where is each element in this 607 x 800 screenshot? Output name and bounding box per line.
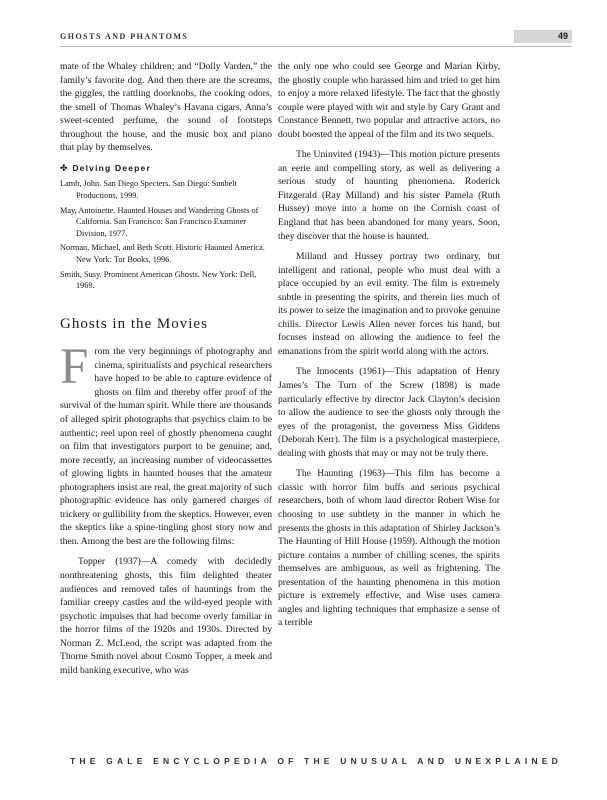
paragraph: From the very beginnings of photography and cinema, spiritualists and psychical researchers have hoped to be able to capture evidence of ghosts on film and thereby offer proof of the survival of the human spirit. While there are thousands of alleged spirit photographs that psychics claim to be authentic; reel upon reel of ghostly phenomena caught on film that investigators purport to be genuine; and, more recently, an increasing number of videocassettes of glowing lights in haunted houses that the amateur photographers insist are real, the great majority of such photographic evidence has only garnered charges of trickery or gullibility from the skeptics. However, even the skeptics like a spine-tingling ghost story now and then. Among the best are the following films:	[60, 339, 272, 547]
paragraph: The Innocents (1961)—This adaptation of Henry James’s The Turn of the Screw (1898) is made particularly effective by director Jack Clayton’s decision to allow the audience to see the ghosts only through the eyes of the protagonist, the governess Miss Giddens (Deborah Kerr). The film is a psychological masterpiece, dealing with ghosts that may or may not be truly there.	[278, 366, 500, 459]
delving-deeper-heading: ✤ Delving Deeper	[60, 162, 151, 173]
drop-cap: F	[60, 339, 89, 396]
page-number-box	[514, 30, 572, 43]
running-head: GHOSTS AND PHANTOMS	[60, 32, 189, 41]
paragraph: The Uninvited (1943)—This motion picture presents an eerie and compelling story, as well as delivering a serious study of haunting phenomena. Roderick Fitzgerald (Ray Milland) and his sister Pamela (Ruth Hussey) move into a home on the Cornish coast of England that has been abandoned for many years. Soon, they discover that the house is haunted.	[278, 149, 500, 242]
reference-item: Smith, Susy. Prominent American Ghosts. New York: Dell, 1969.	[60, 269, 257, 291]
page-header	[60, 30, 572, 46]
bullet-icon: ✤	[60, 162, 69, 173]
page-footer: THE GALE ENCYCLOPEDIA OF THE UNUSUAL AND UNEXPLAINED	[70, 756, 562, 766]
paragraph: the only one who could see George and Marian Kirby, the ghostly couple who harassed him and tried to get him to enjoy a more relaxed lifestyle. The fact that the ghostly couple were played with wit and style by Cary Grant and Constance Bennett, two popular and attractive actors, no doubt boosted the appeal of the film and its two sequels.	[278, 61, 500, 140]
section-title: Ghosts in the Movies	[60, 315, 208, 332]
paragraph: Topper (1937)—A comedy with decidedly nonthreatening ghosts, this film delighted theater audiences and removed tales of hauntings from the familiar creepy castles and the wild-eyed people with psychotic impulses that had become overly familiar in the horror films of the 1920s and 1930s. Directed by Norman Z. McLeod, the script was adapted from the Thorne Smith novel about Cosmo Topper, a meek and mild banking executive, who was	[60, 556, 272, 676]
reference-item: Lamb, John. San Diego Specters. San Diego: Sunbelt Productions, 1999.	[60, 179, 237, 200]
right-column	[278, 60, 500, 637]
paragraph: The Haunting (1963)—This film has become a classic with horror film buffs and serious psychical researchers, both of whom laud director Robert Wise for choosing to use subtlety in the manner in which he presents the ghosts in this adaptation of Shirley Jackson’s The Haunting of Hill House (1959). Although the motion picture contains a number of chilling scenes, the spirits themselves are ambiguous, as well as frightening. The presentation of the haunting phenomena in this motion picture is extremely effective, and Wise uses camera angles and lighting techniques that emphasize a sense of a terrible	[278, 468, 500, 629]
reference-item: Norman, Michael, and Beth Scott. Historic Haunted America. New York: Tor Books, 1996.	[60, 243, 265, 264]
page-number: 49	[557, 31, 568, 41]
reference-item: May, Antoinette. Haunted Houses and Wandering Ghosts of California. San Francisco: San Francisco Examiner Division, 1977.	[60, 205, 259, 238]
left-column	[60, 60, 272, 684]
paragraph: mate of the Whaley children; and “Dolly Varden,” the family’s favorite dog. And then there are the screams, the giggles, the rattling doorknobs, the cooking odors, the smell of Thomas Whaley’s Havana cigars, Anna’s sweet-scented perfume, the sound of footsteps throughout the house, and the music box and piano that play by themselves.	[60, 61, 272, 154]
paragraph: Milland and Hussey portray two ordinary, but intelligent and rational, people who must deal with a place occupied by an evil entity. The film is extremely subtle in presenting the spirits, and therein lies much of its power to seize the imagination and to provoke genuine chills. Director Lewis Allen never forces his hand, but focuses instead on allowing the audience to feel the emanations from the spirit world along with the actors.	[278, 251, 500, 357]
header-rule	[60, 46, 572, 47]
